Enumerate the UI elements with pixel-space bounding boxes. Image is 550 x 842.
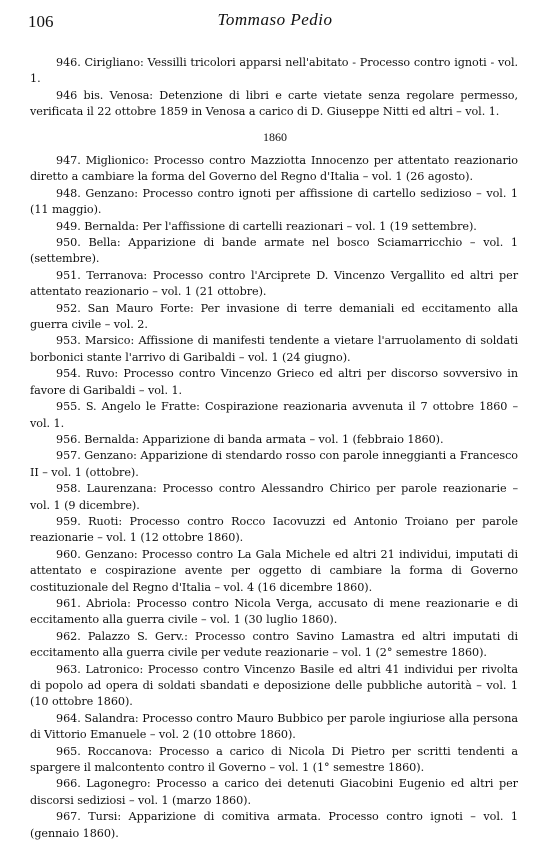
- entry-950: 950. Bella: Apparizione di bande armate nel bosco Sciamarricchio – vol. 1 (settembre).: [30, 236, 518, 266]
- entry-953: 953. Marsico: Affissione di manifesti tendente a vietare l'arruolamento di soldati borbonici stante l'arrivo di Garibaldi – vol. 1 (24 giugno).: [30, 334, 518, 364]
- entry-956: 956. Bernalda: Apparizione di banda armata – vol. 1 (febbraio 1860).: [56, 432, 444, 446]
- entry-966: 966. Lagonegro: Processo a carico dei detenuti Giacobini Eugenio ed altri per discorsi sediziosi – vol. 1 (marzo 1860).: [30, 777, 518, 807]
- entry-951: 951. Terranova: Processo contro l'Arciprete D. Vincenzo Vergallito ed altri per attentato reazionario – vol. 1 (21 ottobre).: [30, 268, 518, 299]
- entry-965: 965. Roccanova: Processo a carico di Nicola Di Pietro per scritti tendenti a spargere il malcontento contro il Governo – vol. 1 (1° semestre 1860).: [30, 744, 518, 775]
- page-number: 106: [28, 12, 54, 31]
- year-heading: 1860: [263, 130, 287, 144]
- entry-947: 947. Miglionico: Processo contro Mazziotta Innocenzo per attentato reazionario diretto a cambiare la forma del Governo del Regno d'Italia – vol. 1 (26 agosto).: [30, 154, 518, 184]
- entry-959: 959. Ruoti: Processo contro Rocco Iacovuzzi ed Antonio Troiano per parole reazionarie – vol. 1 (12 ottobre 1860).: [30, 514, 518, 545]
- entry-958: 958. Laurenzana: Processo contro Alessandro Chirico per parole reazionarie – vol. 1 (9 dicembre).: [30, 482, 518, 512]
- entry-946: 946. Cirigliano: Vessilli tricolori apparsi nell'abitato - Processo contro ignoti - vol. 1.: [30, 56, 518, 86]
- entries-1860: [30, 153, 518, 842]
- entry-946-bis: 946 bis. Venosa: Detenzione di libri e carte vietate senza regolare permesso, verificata il 22 ottobre 1859 in Venosa a carico di D. Giuseppe Nitti ed altri – vol. 1.: [30, 88, 518, 119]
- entry-967: 967. Tursi: Apparizione di comitiva armata. Processo contro ignoti – vol. 1 (gennaio 1860).: [30, 810, 518, 840]
- entries-1859: [30, 55, 518, 121]
- entry-964: 964. Salandra: Processo contro Mauro Bubbico per parole ingiuriose alla persona di Vittorio Emanuele – vol. 2 (10 ottobre 1860).: [30, 711, 518, 742]
- entry-948: 948. Genzano: Processo contro ignoti per affissione di cartello sedizioso – vol. 1 (11 maggio).: [30, 186, 518, 217]
- entry-955: 955. S. Angelo le Fratte: Cospirazione reazionaria avvenuta il 7 ottobre 1860 – vol. 1.: [30, 400, 518, 430]
- page-header: [28, 10, 522, 36]
- entry-954: 954. Ruvo: Processo contro Vincenzo Grieco ed altri per discorso sovversivo in favore di Garibaldi – vol. 1.: [30, 367, 518, 397]
- entry-962: 962. Palazzo S. Gerv.: Processo contro Savino Lamastra ed altri imputati di eccitamento alla guerra civile per vedute reazionarie – vol. 1 (2° semestre 1860).: [30, 629, 518, 660]
- entry-961: 961. Abriola: Processo contro Nicola Verga, accusato di mene reazionarie e di eccitamento alla guerra civile – vol. 1 (30 luglio 1860).: [30, 596, 518, 627]
- entry-963: 963. Latronico: Processo contro Vincenzo Basile ed altri 41 individui per rivolta di popolo ad opera di soldati sbandati e deposizione delle pubbliche autorità – vol. 1 (10 ottobre 1860).: [30, 662, 518, 709]
- entry-949: 949. Bernalda: Per l'affissione di cartelli reazionari – vol. 1 (19 settembre).: [56, 219, 477, 233]
- entry-957: 957. Genzano: Apparizione di stendardo rosso con parole inneggianti a Francesco II – vol. 1 (ottobre).: [30, 449, 518, 479]
- entry-952: 952. San Mauro Forte: Per invasione di terre demaniali ed eccitamento alla guerra civile – vol. 2.: [30, 301, 518, 332]
- running-head: Tommaso Pedio: [217, 10, 333, 29]
- entry-960: 960. Genzano: Processo contro La Gala Michele ed altri 21 individui, imputati di attentato e cospirazione avente per oggetto di cambiare la forma di Governo costituzionale del Regno d'Italia – vol. 4 (16 dicembre 1860).: [30, 547, 518, 594]
